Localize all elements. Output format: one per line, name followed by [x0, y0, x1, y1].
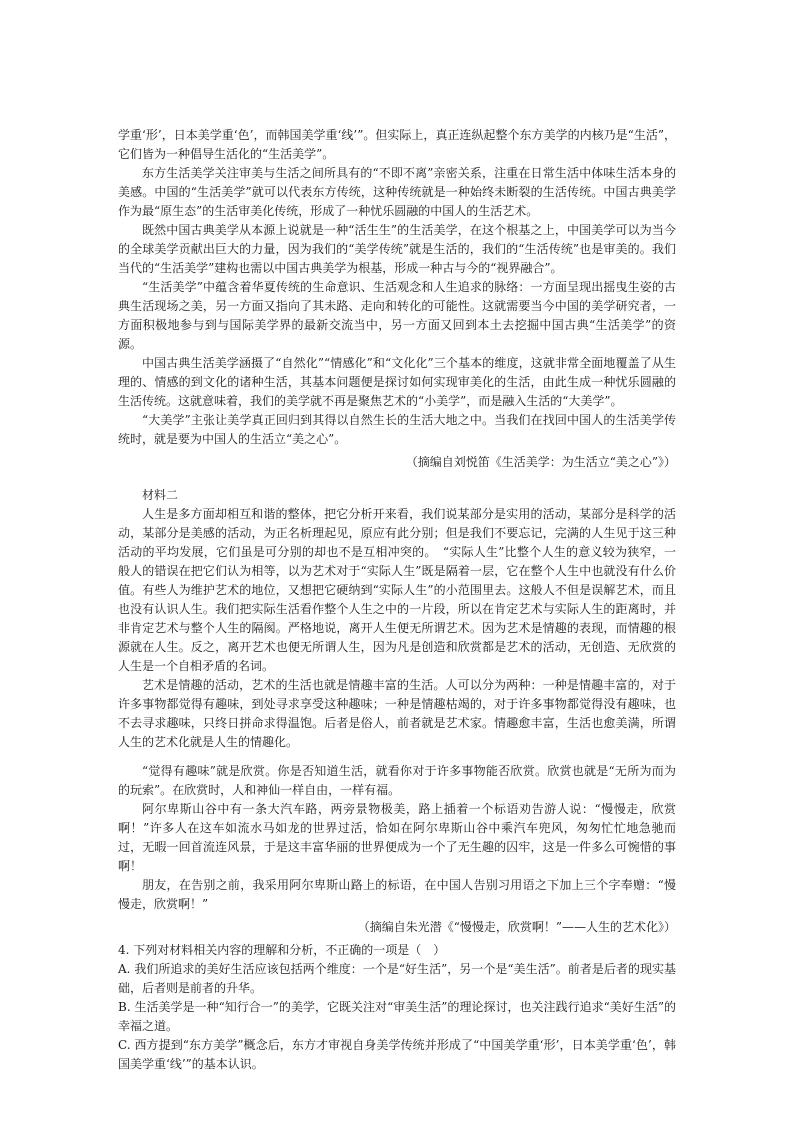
material2-source: （摘编自朱光潜《“慢慢走，欣赏啊！”——人生的艺术化》） [357, 920, 676, 934]
material1-paragraph-2: 东方生活美学关注审美与生活之间所具有的“不即不离”亲密关系，注重在日常生活中体味生活本身的美感。中国的“生活美学”就可以代表东方传统，这种传统就是一种始终未断裂的生活传统。中国古典美学作为最“原生态”的生活审美化传统，形成了一种忧乐圆融的中国人的生活艺术。 [118, 166, 676, 218]
material2-paragraph-2: 艺术是情趣的活动，艺术的生活也就是情趣丰富的生活。人可以分为两种：一种是情趣丰富的，对于许多事物都觉得有趣味，到处寻求享受这种趣味；一种是情趣枯竭的，对于许多事物都觉得没有趣味，也不去寻求趣味，只终日拼命求得温饱。后者是俗人，前者就是艺术家。情趣愈丰富，生活也愈美满，所谓人生的艺术化就是人生的情趣化。 [118, 678, 676, 749]
material1-paragraph-4: “生活美学”中蕴含着华夏传统的生命意识、生活观念和人生追求的脉络：一方面呈现出摇曳生姿的古典生活现场之美，另一方面又指向了其未路、走向和转化的可能性。这就需要当今中国的美学研究者，一方面积极地参与到与国际美学界的最新交流当中，另一方面又回到本土去挖掘中国古典“生活美学”的资源。 [118, 280, 676, 351]
material1-paragraph-5: 中国古典生活美学涵摄了“自然化”“情感化”和“文化化”三个基本的维度，这就非常全面地覆盖了从生理的、情感的到文化的诸种生活，其基本问题便是探讨如何实现审美化的生活，由此生成一种忧乐圆融的生活传统。这就意味着，我们的美学就不再是聚焦艺术的“小美学”，而是融入生活的“大美学”。 [118, 356, 676, 408]
material1-paragraph-1: 学重‘形’，日本美学重‘色’，而韩国美学重‘线’”。但实际上，真正连纵起整个东方美学的内核乃是“生活”，它们皆为一种倡导生活化的“生活美学”。 [118, 128, 676, 161]
material2-paragraph-4: 阿尔卑斯山谷中有一条大汽车路，两旁景物极美，路上插着一个标语劝告游人说：“慢慢走，欣赏啊！”许多人在这车如流水马如龙的世界过活，恰如在阿尔卑斯山谷中乘汽车兜风，匆匆忙忙地急驰而过，无暇一回首流连风景，于是这丰富华丽的世界便成为一个了无生趣的囚牢，这是一件多么可惋惜的事啊！ [118, 802, 676, 873]
question-4-option-a: A. 我们所追求的美好生活应该包括两个维度：一个是“好生活”，另一个是“美生活”。前者是后者的现实基础，后者则是前者的升华。 [118, 962, 676, 995]
question-4-option-b: B. 生活美学是一种“知行合一”的美学，它既关注对“审美生活”的理论探讨，也关注践行追求“美好生活”的幸福之道。 [118, 1000, 676, 1033]
material2-paragraph-1: 人生是多方面却相互和谐的整体，把它分析开来看，我们说某部分是实用的活动，某部分是科学的活动，某部分是美感的活动，为正名析理起见，原应有此分别；但是我们不要忘记，完满的人生见于这三种活动的平均发展，它们虽是可分别的却也不是互相冲突的。 “实际人生”比整个人生的意义较为狭窄，一般人的错误在把它们认为相等，以为艺术对于“实际人生”既是隔着一层，它在整个人生中也就没有什么价值。有些人为维护艺术的地位，又想把它硬纳到“实际人生”的小范围里去。这般人不但是误解艺术，而且也没有认识人生。我们把实际生活看作整个人生之中的一片段，所以在肯定艺术与实际人生的距离时，并非肯定艺术与整个人生的隔阂。严格地说，离开人生便无所谓艺术。因为艺术是情趣的表现，而情趣的根源就在人生。反之，离开艺术也便无所谓人生，因为凡是创造和欣赏都是艺术的活动，无创造、无欣赏的人生是一个自相矛盾的名词。 [118, 507, 676, 673]
question-4-stem: 4. 下列对材料相关内容的理解和分析，不正确的一项是（ ） [118, 943, 446, 957]
material1-paragraph-3: 既然中国古典美学从本源上说就是一种“活生生”的生活美学，在这个根基之上，中国美学可以为当今的全球美学贡献出巨大的力量，因为我们的“美学传统”就是生活的，我们的“生活传统”也是审美的。我们当代的“生活美学”建构也需以中国古典美学为根基，形成一种古与今的“视界融合”。 [118, 223, 676, 275]
material2-paragraph-3: “觉得有趣味”就是欣赏。你是否知道生活，就看你对于许多事物能否欣赏。欣赏也就是“无所为而为的玩索”。在欣赏时，人和神仙一样自由，一样有福。 [118, 764, 676, 797]
material2-paragraph-5: 朋友，在告别之前，我采用阿尔卑斯山路上的标语，在中国人告别习用语之下加上三个字奉赠：“慢慢走，欣赏啊！” [118, 878, 676, 911]
material1-source: （摘编自刘悦笛《生活美学：为生活立“美之心”》） [405, 455, 676, 469]
material1-paragraph-6: “大美学”主张让美学真正回归到其得以自然生长的生活大地之中。当我们在找回中国人的生活美学传统时，就是要为中国人的生活立“美之心”。 [118, 413, 676, 446]
document-page [118, 126, 676, 1074]
question-4-option-c: C. 西方提到“东方美学”概念后，东方才审视自身美学传统并形成了“中国美学重‘形’，日本美学重‘色’，韩国美学重‘线’”的基本认识。 [118, 1038, 676, 1071]
material2-heading: 材料二 [142, 488, 179, 502]
